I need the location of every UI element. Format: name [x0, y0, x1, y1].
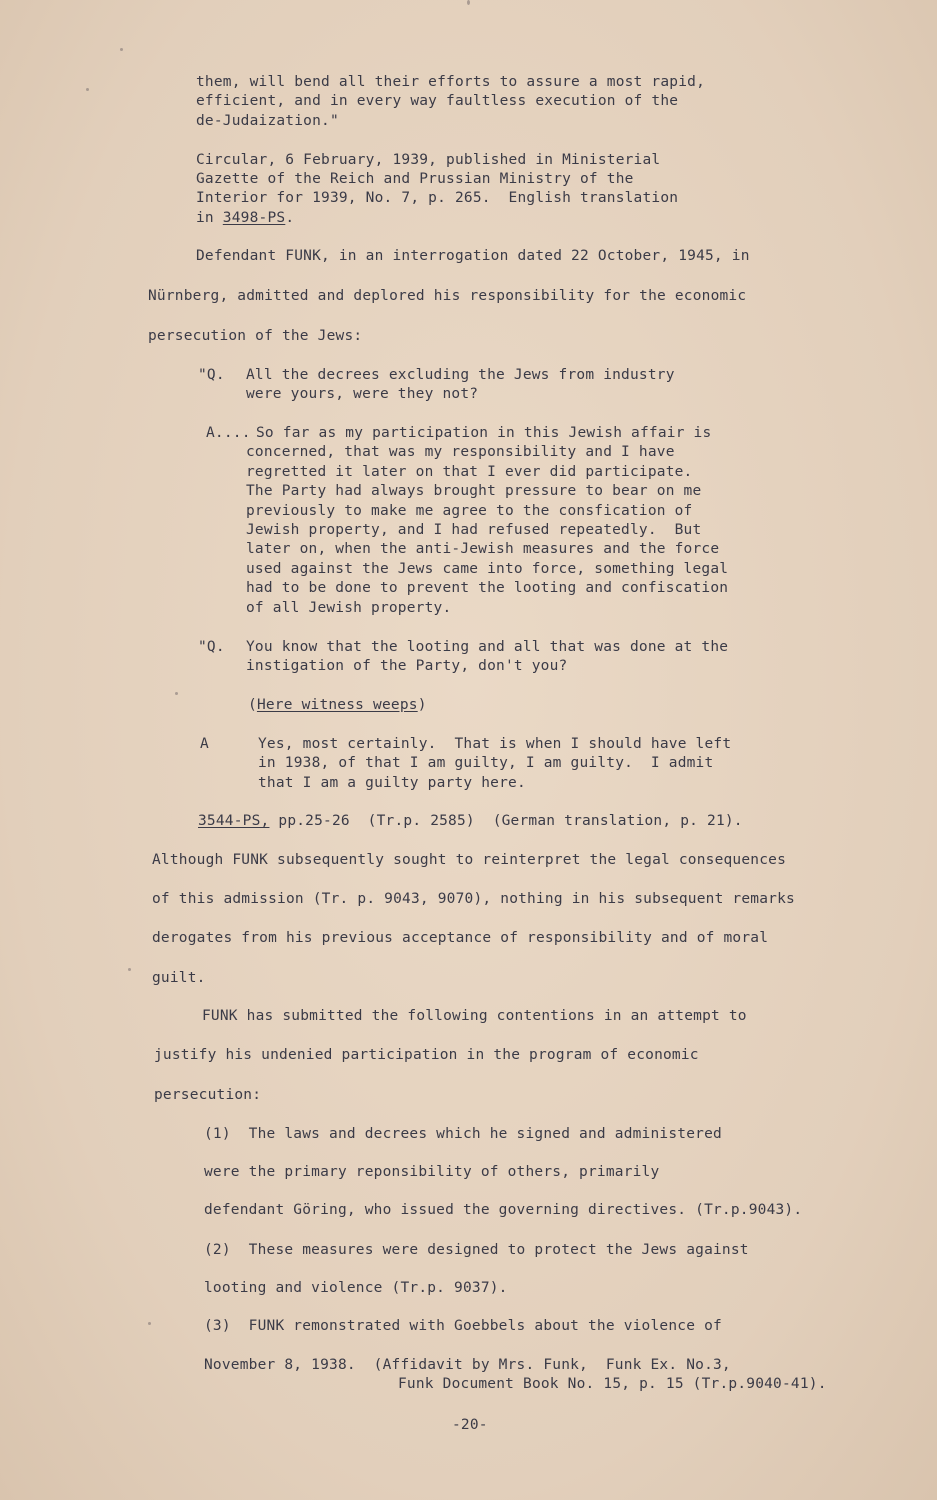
- circular-suffix: .: [285, 210, 295, 226]
- contention-line: November 8, 1938. (Affidavit by Mrs. Funk, Funk Ex. No.3,: [204, 1357, 731, 1373]
- answer-line: Yes, most certainly. That is when I should have left: [258, 736, 732, 752]
- funk-paragraph-line: Nürnberg, admitted and deplored his responsibility for the economic: [148, 288, 747, 304]
- answer-line: previously to make me agree to the consfication of: [246, 503, 693, 519]
- paper-speck: [148, 1322, 151, 1325]
- document-reference: 3498-PS: [222, 210, 286, 226]
- document-reference: 3544-PS,: [198, 813, 270, 829]
- answer-line: The Party had always brought pressure to bear on me: [246, 483, 702, 499]
- stage-close-paren: ): [417, 697, 427, 713]
- stage-open-paren: (: [248, 697, 257, 713]
- question-line: You know that the looting and all that was done at the: [246, 639, 729, 655]
- answer-line: regretted it later on that I ever did participate.: [246, 464, 693, 480]
- contentions-intro-line: justify his undenied participation in the program of economic: [154, 1047, 699, 1063]
- question-line: All the decrees excluding the Jews from industry: [246, 367, 675, 383]
- answer-marker: A....: [206, 425, 251, 441]
- quote-tail-line: efficient, and in every way faultless execution of the: [196, 93, 679, 109]
- circular-line: Gazette of the Reich and Prussian Ministry of the: [196, 171, 634, 187]
- answer-line: of all Jewish property.: [246, 600, 452, 616]
- question-marker: "Q.: [198, 639, 225, 655]
- answer-line: used against the Jews came into force, something legal: [246, 561, 729, 577]
- answer-marker: A: [200, 736, 209, 752]
- question-marker: "Q.: [198, 367, 225, 383]
- quote-tail-line: them, will bend all their efforts to assure a most rapid,: [196, 74, 705, 90]
- answer-line: in 1938, of that I am guilty, I am guilty. I admit: [258, 755, 714, 771]
- answer-line: concerned, that was my responsibility and I have: [246, 444, 675, 460]
- question-line: instigation of the Party, don't you?: [246, 658, 568, 674]
- citation-line: [198, 812, 743, 831]
- contention-line: Funk Document Book No. 15, p. 15 (Tr.p.9040-41).: [398, 1376, 827, 1392]
- answer-line: later on, when the anti-Jewish measures and the force: [246, 541, 720, 557]
- citation-rest: pp.25-26 (Tr.p. 2585) (German translation, p. 21).: [269, 813, 743, 829]
- although-paragraph-line: Although FUNK subsequently sought to reinterpret the legal consequences: [152, 852, 787, 868]
- although-paragraph-line: guilt.: [152, 970, 206, 986]
- circular-last-line: [196, 209, 294, 228]
- answer-line: that I am a guilty party here.: [258, 775, 526, 791]
- although-paragraph-line: derogates from his previous acceptance of responsibility and of moral: [152, 930, 769, 946]
- answer-line: had to be done to prevent the looting and confiscation: [246, 580, 729, 596]
- contentions-intro-line: persecution:: [154, 1087, 262, 1103]
- answer-line: So far as my participation in this Jewish affair is: [256, 425, 712, 441]
- funk-paragraph-line: Defendant FUNK, in an interrogation dated 22 October, 1945, in: [196, 248, 750, 264]
- stage-direction-text: Here witness weeps: [256, 697, 418, 713]
- paper-speck: [86, 88, 89, 91]
- stage-direction: [248, 696, 427, 715]
- contention-line: (1) The laws and decrees which he signed and administered: [204, 1126, 722, 1142]
- contention-line: defendant Göring, who issued the governing directives. (Tr.p.9043).: [204, 1202, 803, 1218]
- contention-line: looting and violence (Tr.p. 9037).: [204, 1280, 508, 1296]
- contention-line: (3) FUNK remonstrated with Goebbels about the violence of: [204, 1318, 722, 1334]
- quote-tail-line: de-Judaization.": [196, 113, 339, 129]
- paper-speck: [467, 0, 470, 5]
- paper-speck: [120, 48, 123, 51]
- contention-line: were the primary reponsibility of others, primarily: [204, 1164, 660, 1180]
- contentions-intro-line: FUNK has submitted the following contentions in an attempt to: [202, 1008, 747, 1024]
- paper-speck: [175, 692, 178, 695]
- circular-prefix: in: [196, 210, 223, 226]
- although-paragraph-line: of this admission (Tr. p. 9043, 9070), nothing in his subsequent remarks: [152, 891, 795, 907]
- circular-line: Circular, 6 February, 1939, published in Ministerial: [196, 152, 661, 168]
- page-number: -20-: [452, 1417, 488, 1433]
- paper-speck: [128, 968, 131, 971]
- contention-line: (2) These measures were designed to protect the Jews against: [204, 1242, 749, 1258]
- question-line: were yours, were they not?: [246, 386, 479, 402]
- circular-line: Interior for 1939, No. 7, p. 265. English translation: [196, 190, 679, 206]
- funk-paragraph-line: persecution of the Jews:: [148, 328, 363, 344]
- answer-line: Jewish property, and I had refused repeatedly. But: [246, 522, 702, 538]
